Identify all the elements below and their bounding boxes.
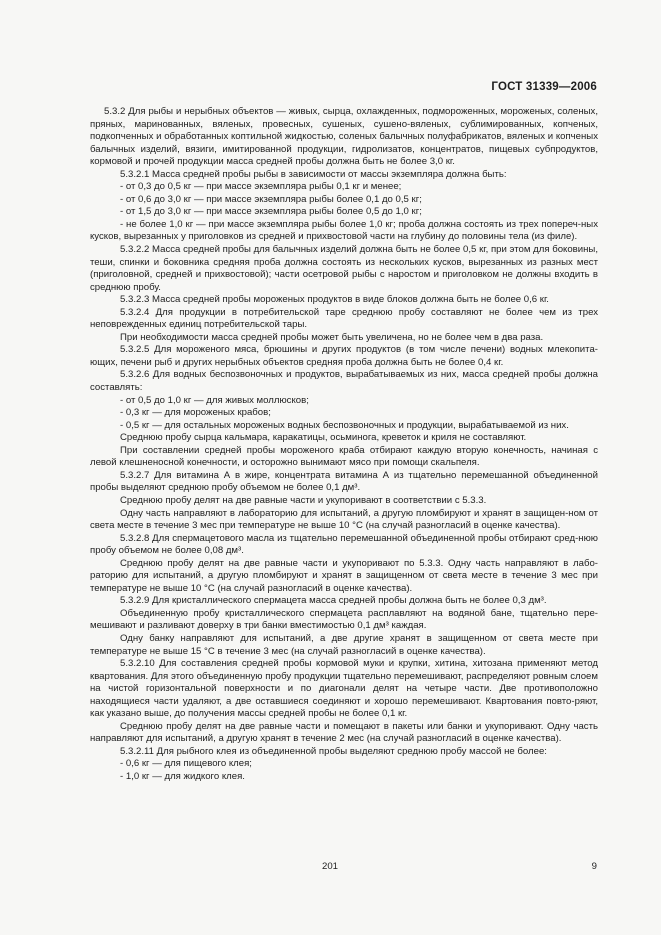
paragraph: - не более 1,0 кг — при массе экземпляра рыбы более 1,0 кг; проба должна состоять из трех попереч-ных кусков, вырезанных у приголовков из средней и прихвостовой части на глубину до половины тела (из филе). [90,218,598,243]
paragraph: 5.3.2.10 Для составления средней пробы кормовой муки и крупки, хитина, хитозана применяют метод квартования. Для этого объединенную пробу продукции тщательно перемешивают, распределяют ровным слоем на чистой горизонтальной поверхности и по диагонали делят на четыре части. Две противоположно находящиеся части удаляют, а две оставшиеся соединяют и хорошо перемешивают. Квартования повто-ряют, как указано выше, до получения массы средней пробы не более 0,1 кг. [90,658,598,720]
standard-header: ГОСТ 31339—2006 [491,81,597,93]
paragraph: Объединенную пробу кристаллического спермацета расплавляют на водяной бане, тщательно пере-мешивают и разливают доверху в три банки вместимостью 0,1 дм³ каждая. [90,607,598,632]
paragraph: - 1,0 кг — для жидкого клея. [120,770,245,782]
paragraph: - от 1,5 до 3,0 кг — при массе экземпляра рыбы более 0,5 до 1,0 кг; [120,206,422,218]
paragraph: 5.3.2.4 Для продукции в потребительской таре среднюю пробу составляют не более чем из трех неповрежденных единиц потребительской тары. [90,306,598,331]
paragraph: Среднюю пробу сырца кальмара, каракатицы, осьминога, креветок и криля не составляют. [120,432,527,444]
page-number-center: 201 [322,861,339,872]
paragraph: Среднюю пробу делят на две равные части и помещают в пакеты или банки и укупоривают. Одну часть направляют для испытаний, а другую хранят в течение 2 мес (на случай разногласий в оценке качества). [90,720,598,745]
paragraph: 5.3.2.1 Масса средней пробы рыбы в зависимости от массы экземпляра должна быть: [120,168,507,180]
paragraph: - от 0,6 до 3,0 кг — при массе экземпляра рыбы более 0,1 до 0,5 кг; [120,193,422,205]
paragraph: 5.3.2.2 Масса средней пробы для балычных изделий должна быть не более 0,5 кг, при этом для боковины, теши, спинки и боковника средняя проба должна состоять из нескольких кусков, вырезанных из разных мест (приголовной, средней и прихвостовой); части осетровой рыбы с наростом и приголовком не должны входить в среднюю пробу. [90,244,598,293]
paragraph: 5.3.2 Для рыбы и нерыбных объектов — живых, сырца, охлажденных, подмороженных, мороженых, соленых, пряных, маринованных, вяленых, провесных, сушеных, сушено-вяленых, сублимированных, копченых, подкопченных и обработанных коптильной жидкостью, соленых балычных полуфабрикатов, вяленых и копченых балычных изделий, вязиги, имитированной продукции, гидролизатов, концентратов, пищевых субпродуктов, кормовой и прочей продукции масса средней пробы должна быть не более 3,0 кг. [90,106,598,168]
paragraph: При необходимости масса средней пробы может быть увеличена, но не более чем в два раза. [120,331,544,343]
paragraph: 5.3.2.7 Для витамина А в жире, концентрата витамина А из тщательно перемешанной объединенной пробы выделяют среднюю пробу объемом не более 0,1 дм³. [90,469,598,494]
paragraph: - 0,5 кг — для остальных мороженых водных беспозвоночных и продукции, вырабатываемой из них. [120,419,569,431]
paragraph: 5.3.2.5 Для мороженого мяса, брюшины и других продуктов (в том числе печени) водных млекопита-ющих, печени рыб и других нерыбных объектов средняя проба должна быть не более 0,4 кг. [90,344,598,368]
paragraph: - 0,6 кг — для пищевого клея; [120,758,252,770]
document-body [90,106,598,784]
paragraph: 5.3.2.8 Для спермацетового масла из тщательно перемешанной объединенной пробы отбирают сред-нюю пробу объемом не более 0,08 дм³. [90,532,598,557]
paragraph: При составлении средней пробы мороженого краба отбирают каждую вторую конечность, начиная с левой клешненосной конечности, и осторожно вынимают мясо при помощи скальпеля. [90,444,598,469]
paragraph: 5.3.2.11 Для рыбного клея из объединенной пробы выделяют среднюю пробу массой не более: [120,745,547,757]
page-number-right: 9 [591,861,597,872]
paragraph: - от 0,3 до 0,5 кг — при массе экземпляра рыбы 0,1 кг и менее; [120,181,402,193]
paragraph: 5.3.2.3 Масса средней пробы мороженых продуктов в виде блоков должна быть не более 0,6 кг. [120,294,549,306]
paragraph: 5.3.2.9 Для кристаллического спермацета масса средней пробы должна быть не более 0,3 дм³. [120,595,547,607]
paragraph: Среднюю пробу делят на две равные части и укупоривают по 5.3.3. Одну часть направляют в лабо-раторию для испытаний, а другую пломбируют и хранят в защищенном от света месте в течение 3 мес при температуре не выше 10 °С (на случай разногласий в оценке качества). [90,557,598,594]
paragraph: - от 0,5 до 1,0 кг — для живых моллюсков; [120,394,309,406]
paragraph: 5.3.2.6 Для водных беспозвоночных и продуктов, вырабатываемых из них, масса средней пробы должна составлять: [90,369,598,394]
paragraph: Среднюю пробу делят на две равные части и укупоривают в соответствии с 5.3.3. [120,494,487,506]
paragraph: - 0,3 кг — для мороженых крабов; [120,407,271,419]
paragraph: Одну часть направляют в лабораторию для испытаний, а другую пломбируют и хранят в защищен-ном от света месте в течение 3 мес при температуре не выше 10 °С (на случай разногласий в оценке качества). [90,507,598,532]
paragraph: Одну банку направляют для испытаний, а две другие хранят в защищенном от света месте при температуре не выше 15 °С в течение 3 мес (на случай разногласий в оценке качества). [90,632,598,657]
